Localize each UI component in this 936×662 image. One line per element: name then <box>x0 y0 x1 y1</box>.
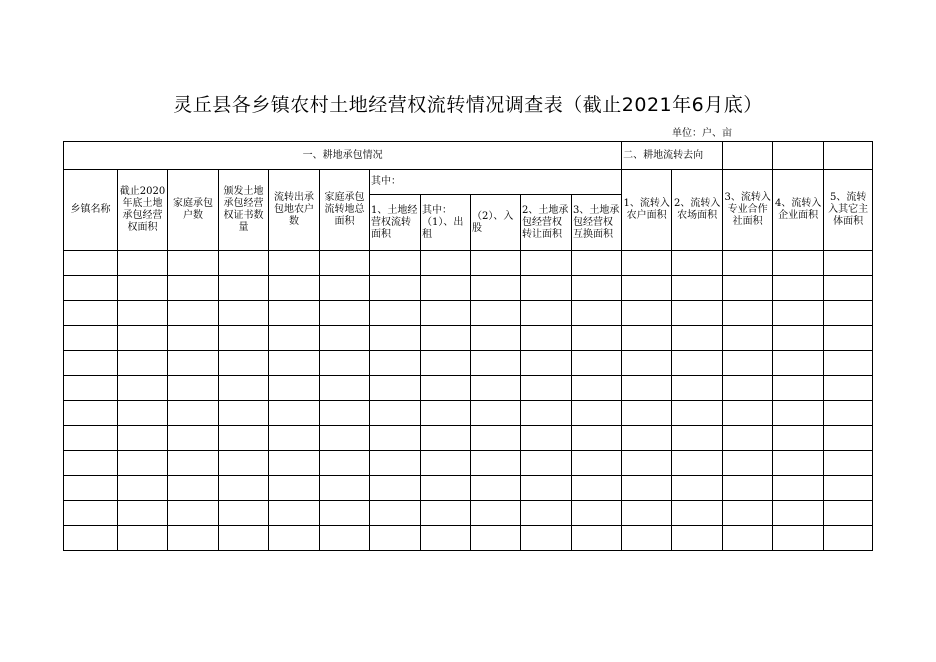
table-cell[interactable] <box>773 426 824 451</box>
table-cell[interactable] <box>168 351 219 376</box>
table-cell[interactable] <box>320 326 370 351</box>
group-header-contract: 一、耕地承包情况 <box>64 142 622 170</box>
table-cell[interactable] <box>64 526 118 551</box>
col-header-certificates: 颁发土地承包经营权证书数量 <box>219 170 269 251</box>
table-cell[interactable] <box>269 401 320 426</box>
table-cell[interactable] <box>320 501 370 526</box>
table-cell[interactable] <box>723 276 773 301</box>
table-cell[interactable] <box>824 251 873 276</box>
table-cell[interactable] <box>168 301 219 326</box>
col-header-operation-transfer: 1、土地经营权流转面积 <box>370 195 421 251</box>
table-cell[interactable] <box>672 401 723 426</box>
col-header-dest-enterprises: 4、流转入企业面积 <box>773 170 824 251</box>
table-cell[interactable] <box>269 326 320 351</box>
table-cell[interactable] <box>824 276 873 301</box>
table-cell[interactable] <box>370 476 421 501</box>
table-cell[interactable] <box>168 426 219 451</box>
table-cell[interactable] <box>521 376 572 401</box>
table-cell[interactable] <box>521 526 572 551</box>
table-cell[interactable] <box>370 526 421 551</box>
table-cell[interactable] <box>824 451 873 476</box>
table-cell[interactable] <box>723 301 773 326</box>
table-cell[interactable] <box>370 501 421 526</box>
table-cell[interactable] <box>64 451 118 476</box>
col-header-assignment: 2、土地承包经营权转让面积 <box>521 195 572 251</box>
table-cell[interactable] <box>219 301 269 326</box>
table-row <box>64 251 873 276</box>
table-cell[interactable] <box>572 401 622 426</box>
table-cell[interactable] <box>622 451 672 476</box>
table-cell[interactable] <box>219 426 269 451</box>
col-header-lease: 其中：（1）、出租 <box>421 195 471 251</box>
table-cell[interactable] <box>672 376 723 401</box>
table-cell[interactable] <box>471 526 521 551</box>
table-cell[interactable] <box>521 301 572 326</box>
col-header-area-2020: 截止2020年底土地承包经营权面积 <box>118 170 168 251</box>
table-cell[interactable] <box>773 251 824 276</box>
table-cell[interactable] <box>421 451 471 476</box>
table-cell[interactable] <box>824 376 873 401</box>
table-cell[interactable] <box>64 251 118 276</box>
table-cell[interactable] <box>572 326 622 351</box>
table-cell[interactable] <box>168 251 219 276</box>
table-row <box>64 276 873 301</box>
table-cell[interactable] <box>64 351 118 376</box>
table-cell[interactable] <box>723 501 773 526</box>
table-cell[interactable] <box>219 476 269 501</box>
table-cell[interactable] <box>269 476 320 501</box>
table-cell[interactable] <box>521 326 572 351</box>
table-cell[interactable] <box>672 351 723 376</box>
table-cell[interactable] <box>723 326 773 351</box>
table-cell[interactable] <box>723 476 773 501</box>
table-cell[interactable] <box>773 276 824 301</box>
table-cell[interactable] <box>773 376 824 401</box>
table-cell[interactable] <box>471 426 521 451</box>
table-cell[interactable] <box>320 376 370 401</box>
table-cell[interactable] <box>64 501 118 526</box>
table-cell[interactable] <box>672 526 723 551</box>
table-cell[interactable] <box>622 301 672 326</box>
table-cell[interactable] <box>572 276 622 301</box>
table-cell[interactable] <box>521 401 572 426</box>
table-cell[interactable] <box>421 376 471 401</box>
table-cell[interactable] <box>421 276 471 301</box>
table-cell[interactable] <box>723 376 773 401</box>
table-cell[interactable] <box>370 326 421 351</box>
table-cell[interactable] <box>370 351 421 376</box>
table-cell[interactable] <box>471 351 521 376</box>
table-cell[interactable] <box>622 476 672 501</box>
table-row <box>64 401 873 426</box>
table-cell[interactable] <box>471 301 521 326</box>
survey-table <box>63 141 873 551</box>
table-cell[interactable] <box>269 276 320 301</box>
table-cell[interactable] <box>320 301 370 326</box>
table-row <box>64 526 873 551</box>
table-cell[interactable] <box>118 526 168 551</box>
table-cell[interactable] <box>572 476 622 501</box>
table-cell[interactable] <box>521 501 572 526</box>
table-cell[interactable] <box>622 401 672 426</box>
table-cell[interactable] <box>219 451 269 476</box>
table-cell[interactable] <box>572 451 622 476</box>
table-cell[interactable] <box>64 476 118 501</box>
table-cell[interactable] <box>370 451 421 476</box>
table-cell[interactable] <box>521 451 572 476</box>
table-cell[interactable] <box>773 476 824 501</box>
header-blank-cell <box>824 142 873 170</box>
table-cell[interactable] <box>320 451 370 476</box>
table-cell[interactable] <box>118 451 168 476</box>
table-cell[interactable] <box>219 351 269 376</box>
table-cell[interactable] <box>168 501 219 526</box>
table-cell[interactable] <box>471 276 521 301</box>
table-cell[interactable] <box>320 251 370 276</box>
table-cell[interactable] <box>219 526 269 551</box>
table-cell[interactable] <box>64 376 118 401</box>
table-cell[interactable] <box>118 426 168 451</box>
table-cell[interactable] <box>622 426 672 451</box>
table-cell[interactable] <box>672 501 723 526</box>
table-cell[interactable] <box>118 326 168 351</box>
table-cell[interactable] <box>64 426 118 451</box>
table-cell[interactable] <box>471 401 521 426</box>
table-cell[interactable] <box>219 501 269 526</box>
header-blank-cell <box>773 142 824 170</box>
table-cell[interactable] <box>521 276 572 301</box>
table-cell[interactable] <box>219 251 269 276</box>
table-cell[interactable] <box>471 476 521 501</box>
table-cell[interactable] <box>723 426 773 451</box>
table-cell[interactable] <box>672 301 723 326</box>
table-cell[interactable] <box>622 351 672 376</box>
table-cell[interactable] <box>370 426 421 451</box>
table-cell[interactable] <box>421 251 471 276</box>
table-cell[interactable] <box>521 251 572 276</box>
table-cell[interactable] <box>723 251 773 276</box>
table-cell[interactable] <box>269 251 320 276</box>
table-cell[interactable] <box>773 301 824 326</box>
table-cell[interactable] <box>64 401 118 426</box>
table-cell[interactable] <box>622 276 672 301</box>
table-cell[interactable] <box>672 276 723 301</box>
table-cell[interactable] <box>471 376 521 401</box>
col-header-dest-households: 1、流转入农户面积 <box>622 170 672 251</box>
col-header-dest-coops: 3、流转入专业合作社面积 <box>723 170 773 251</box>
table-row <box>64 476 873 501</box>
col-header-township: 乡镇名称 <box>64 170 118 251</box>
table-cell[interactable] <box>118 476 168 501</box>
table-cell[interactable] <box>773 526 824 551</box>
unit-label: 单位：户、亩 <box>672 128 732 139</box>
table-row <box>64 326 873 351</box>
table-cell[interactable] <box>118 501 168 526</box>
table-cell[interactable] <box>421 426 471 451</box>
table-cell[interactable] <box>471 501 521 526</box>
col-header-transfer-households: 流转出承包地农户数 <box>269 170 320 251</box>
table-cell[interactable] <box>824 401 873 426</box>
table-cell[interactable] <box>118 276 168 301</box>
table-cell[interactable] <box>723 351 773 376</box>
table-cell[interactable] <box>672 251 723 276</box>
table-cell[interactable] <box>421 351 471 376</box>
table-cell[interactable] <box>320 526 370 551</box>
table-cell[interactable] <box>572 501 622 526</box>
table-cell[interactable] <box>824 326 873 351</box>
table-cell[interactable] <box>370 301 421 326</box>
table-cell[interactable] <box>64 276 118 301</box>
table-cell[interactable] <box>269 526 320 551</box>
table-cell[interactable] <box>269 301 320 326</box>
table-cell[interactable] <box>471 326 521 351</box>
table-cell[interactable] <box>370 376 421 401</box>
table-row <box>64 351 873 376</box>
table-cell[interactable] <box>773 326 824 351</box>
table-cell[interactable] <box>320 476 370 501</box>
table-cell[interactable] <box>421 501 471 526</box>
table-cell[interactable] <box>824 301 873 326</box>
header-row-2 <box>64 170 873 195</box>
table-cell[interactable] <box>622 251 672 276</box>
table-cell[interactable] <box>219 276 269 301</box>
col-header-among: 其中： <box>370 170 622 195</box>
table-cell[interactable] <box>370 276 421 301</box>
table-cell[interactable] <box>572 376 622 401</box>
table-cell[interactable] <box>168 451 219 476</box>
table-cell[interactable] <box>370 401 421 426</box>
table-cell[interactable] <box>64 301 118 326</box>
table-cell[interactable] <box>572 301 622 326</box>
table-cell[interactable] <box>723 401 773 426</box>
table-cell[interactable] <box>521 351 572 376</box>
table-row <box>64 501 873 526</box>
table-cell[interactable] <box>622 376 672 401</box>
table-cell[interactable] <box>269 426 320 451</box>
col-header-exchange: 3、土地承包经营权互换面积 <box>572 195 622 251</box>
table-cell[interactable] <box>118 251 168 276</box>
table-cell[interactable] <box>672 476 723 501</box>
table-cell[interactable] <box>64 326 118 351</box>
table-cell[interactable] <box>471 451 521 476</box>
table-cell[interactable] <box>269 351 320 376</box>
table-cell[interactable] <box>773 351 824 376</box>
group-header-destination: 二、耕地流转去向 <box>622 142 723 170</box>
table-cell[interactable] <box>168 401 219 426</box>
col-header-dest-farms: 2、流转入农场面积 <box>672 170 723 251</box>
col-header-households: 家庭承包户数 <box>168 170 219 251</box>
table-cell[interactable] <box>269 501 320 526</box>
table-cell[interactable] <box>269 451 320 476</box>
table-row <box>64 376 873 401</box>
table-cell[interactable] <box>219 326 269 351</box>
page-title: 灵丘县各乡镇农村土地经营权流转情况调查表（截止2021年6月底） <box>173 94 763 116</box>
table-cell[interactable] <box>572 426 622 451</box>
table-cell[interactable] <box>572 526 622 551</box>
header-row-1 <box>64 142 873 170</box>
table-cell[interactable] <box>521 476 572 501</box>
table-cell[interactable] <box>320 351 370 376</box>
table-cell[interactable] <box>168 326 219 351</box>
table-cell[interactable] <box>168 276 219 301</box>
col-header-transfer-total: 家庭承包流转地总面积 <box>320 170 370 251</box>
table-row <box>64 426 873 451</box>
table-cell[interactable] <box>622 501 672 526</box>
table-cell[interactable] <box>168 476 219 501</box>
table-cell[interactable] <box>824 501 873 526</box>
table-cell[interactable] <box>824 526 873 551</box>
table-cell[interactable] <box>320 426 370 451</box>
table-cell[interactable] <box>421 301 471 326</box>
table-cell[interactable] <box>219 376 269 401</box>
table-cell[interactable] <box>421 326 471 351</box>
table-cell[interactable] <box>118 301 168 326</box>
table-cell[interactable] <box>824 476 873 501</box>
table-cell[interactable] <box>824 351 873 376</box>
table-cell[interactable] <box>773 401 824 426</box>
table-cell[interactable] <box>219 401 269 426</box>
table-cell[interactable] <box>723 526 773 551</box>
table-cell[interactable] <box>622 326 672 351</box>
table-cell[interactable] <box>421 401 471 426</box>
table-row <box>64 301 873 326</box>
table-row <box>64 451 873 476</box>
table-cell[interactable] <box>320 401 370 426</box>
table-cell[interactable] <box>672 426 723 451</box>
table-cell[interactable] <box>168 526 219 551</box>
table-cell[interactable] <box>421 526 471 551</box>
table-cell[interactable] <box>269 376 320 401</box>
table-cell[interactable] <box>471 251 521 276</box>
table-cell[interactable] <box>118 351 168 376</box>
table-cell[interactable] <box>370 251 421 276</box>
header-blank-cell <box>723 142 773 170</box>
table-cell[interactable] <box>824 426 873 451</box>
table-cell[interactable] <box>168 376 219 401</box>
table-cell[interactable] <box>672 326 723 351</box>
table-cell[interactable] <box>773 501 824 526</box>
col-header-dest-other: 5、流转入其它主体面积 <box>824 170 873 251</box>
table-cell[interactable] <box>672 451 723 476</box>
table-cell[interactable] <box>572 351 622 376</box>
table-cell[interactable] <box>572 251 622 276</box>
table-cell[interactable] <box>118 376 168 401</box>
table-cell[interactable] <box>622 526 672 551</box>
table-cell[interactable] <box>421 476 471 501</box>
table-cell[interactable] <box>723 451 773 476</box>
table-cell[interactable] <box>521 426 572 451</box>
table-cell[interactable] <box>320 276 370 301</box>
table-cell[interactable] <box>773 451 824 476</box>
table-cell[interactable] <box>118 401 168 426</box>
col-header-shares: （2）、入股 <box>471 195 521 251</box>
